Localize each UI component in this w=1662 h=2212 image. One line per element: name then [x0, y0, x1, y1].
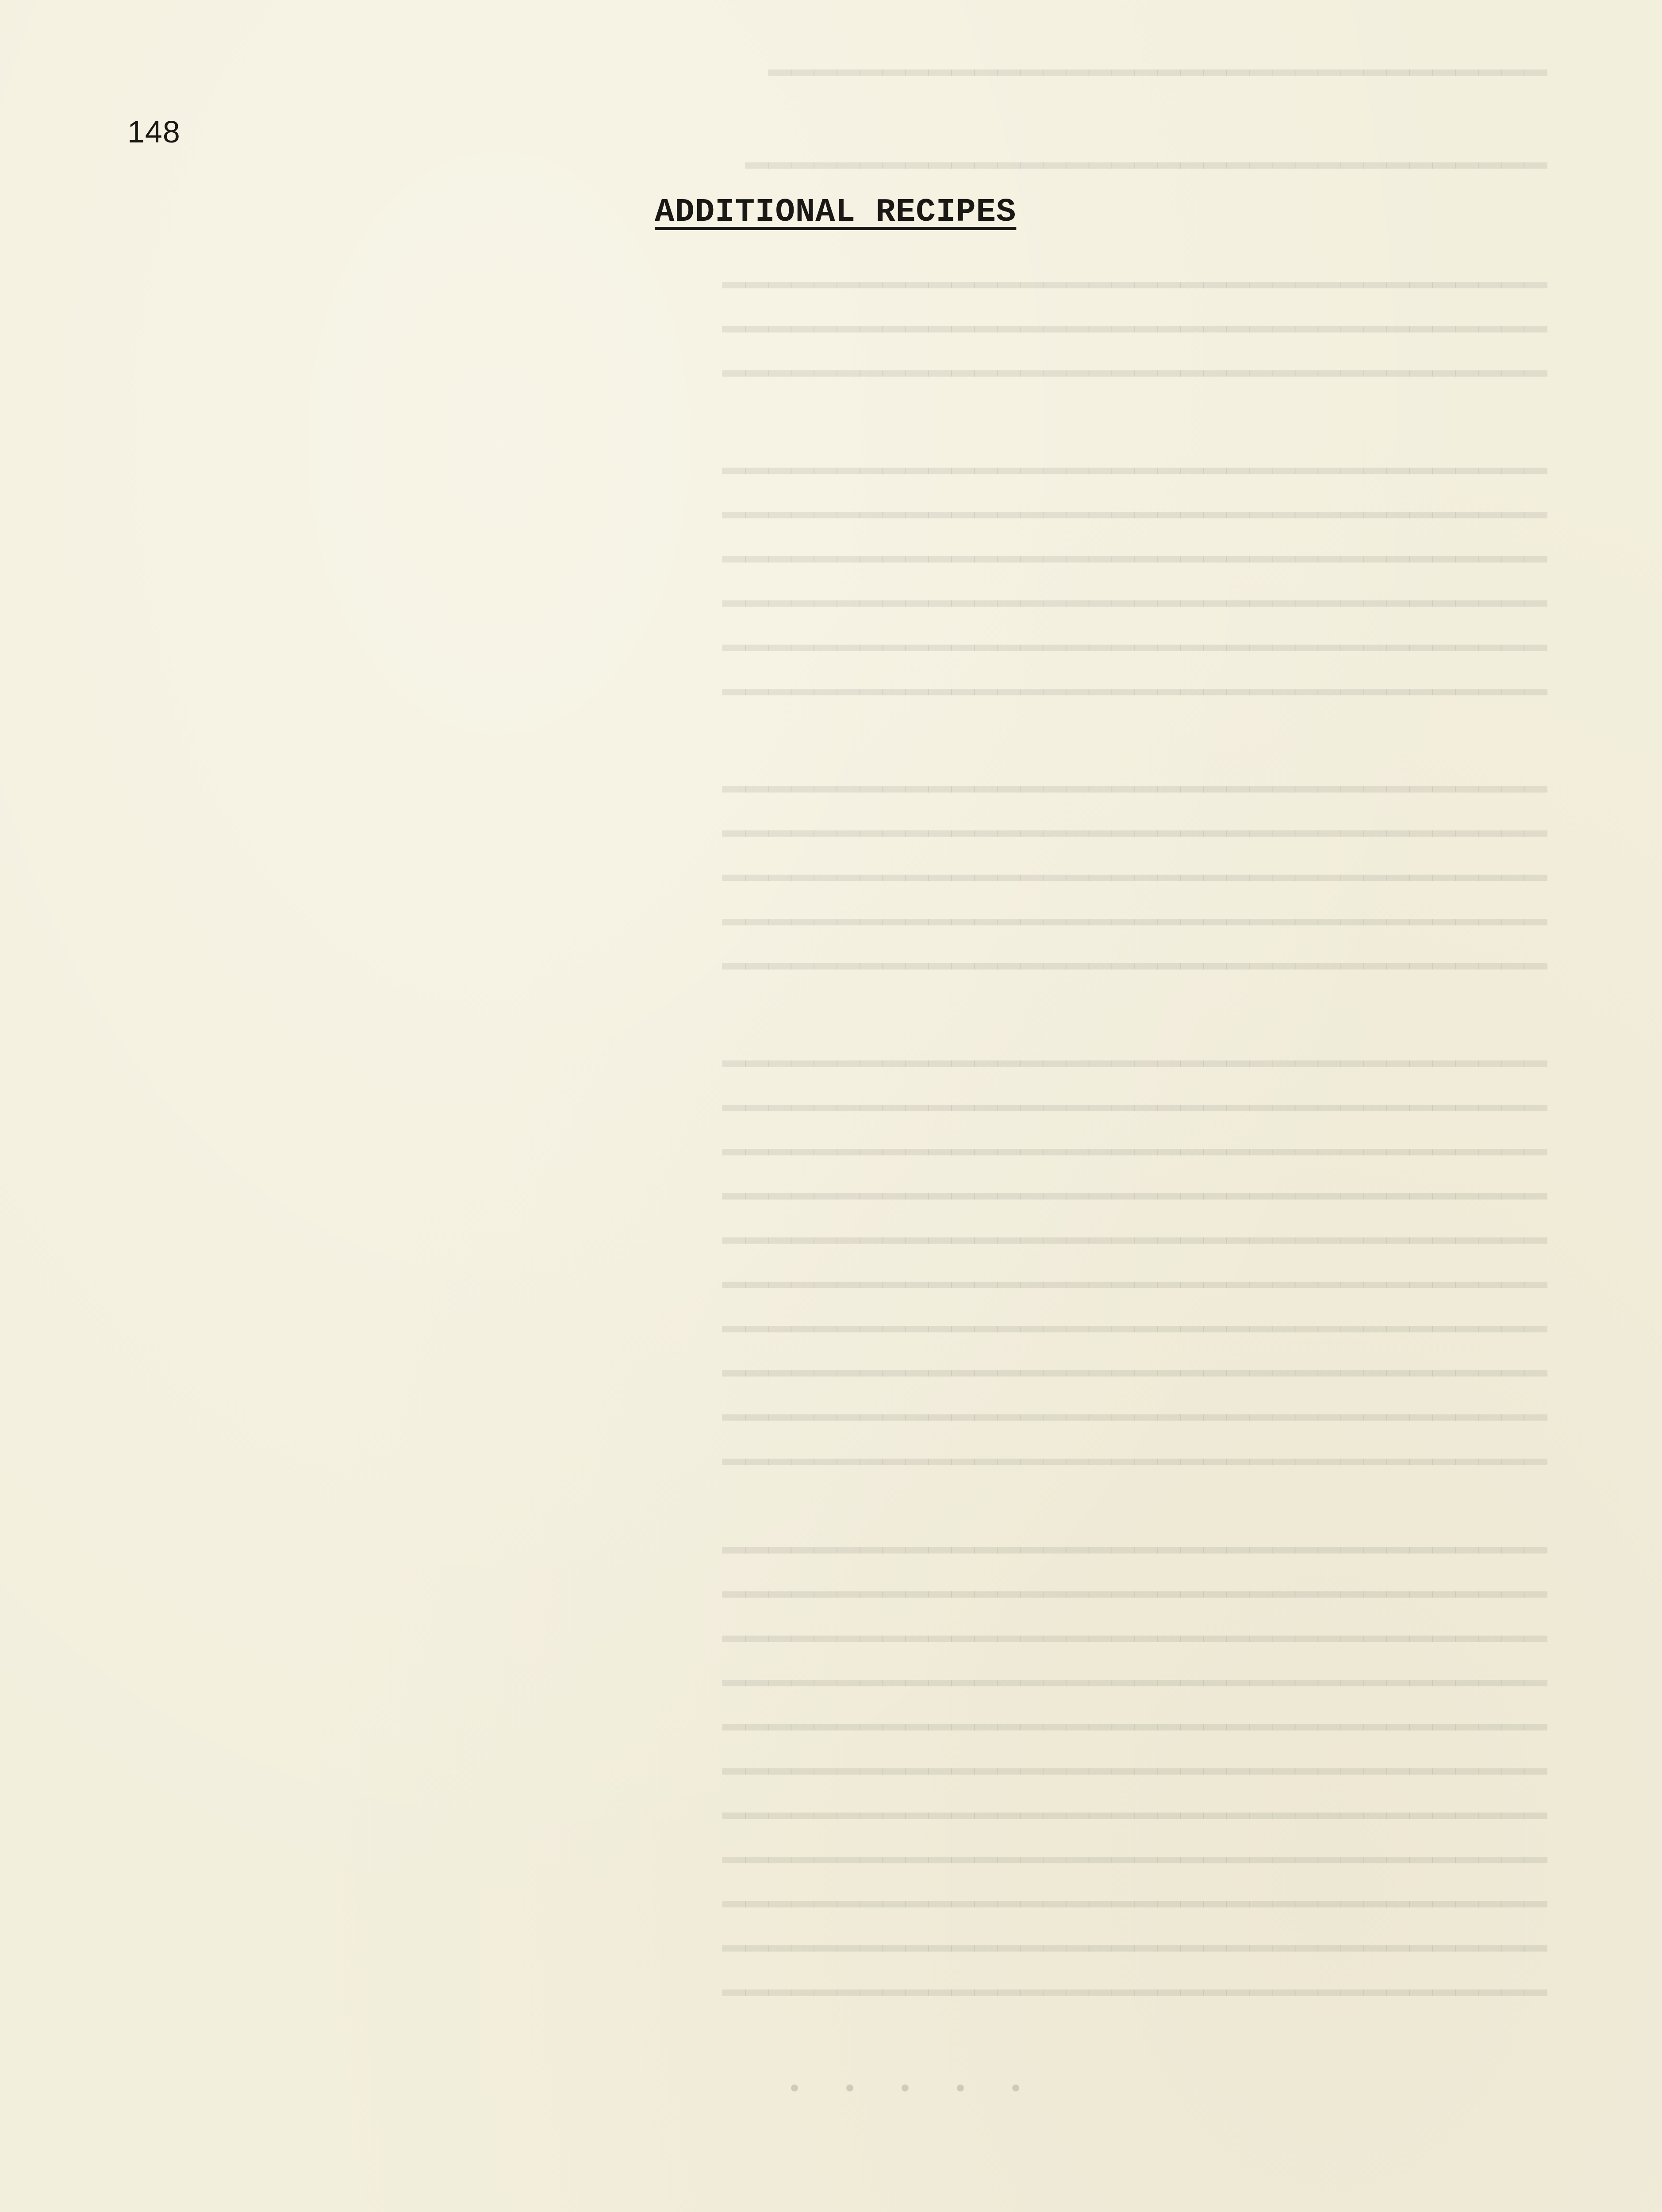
page-number: 148 [127, 115, 180, 149]
page-title: ADDITIONAL RECIPES [655, 194, 1017, 231]
footer-ornament: • • • • • [787, 2075, 1040, 2103]
show-through-from-reverse-page: ━━━━━━━━━━━━━━━━━━━━━━━━━━━━━━━━━━ ━━━━━━━━━━━━━━━━━━━━━━━━━━━━━━━━━━━ ━━━━━━━━━━━━━━━━━━━━━━━━━━━━━━━━━━━━ ━━━━━━━━━━━━━━━━━━━━━━━━━━━━━━━━━━━━ ━━━━━━━━━━━━━━━━━━━━━━━━━━━━━━━━━━━━ ━━━━━━━━━━━━━━━━━━━━━━━━━━━━━━━━━━━━ ━━━━━━━━━━━━━━━━━━━━━━━━━━━━━━━━━━━━ ━━━━━━━━━━━━━━━━━━━━━━━━━━━━━━━━━━━━ ━━━━━━━━━━━━━━━━━━━━━━━━━━━━━━━━━━━━ ━━━━━━━━━━━━━━━━━━━━━━━━━━━━━━━━━━━━ ━━━━━━━━━━━━━━━━━━━━━━━━━━━━━━━━━━━━ ━━━━━━━━━━━━━━━━━━━━━━━━━━━━━━━━━━━━ ━━━━━━━━━━━━━━━━━━━━━━━━━━━━━━━━━━━━ ━━━━━━━━━━━━━━━━━━━━━━━━━━━━━━━━━━━━ ━━━━━━━━━━━━━━━━━━━━━━━━━━━━━━━━━━━━ ━━━━━━━━━━━━━━━━━━━━━━━━━━━━━━━━━━━━ ━━━━━━━━━━━━━━━━━━━━━━━━━━━━━━━━━━━━ ━━━━━━━━━━━━━━━━━━━━━━━━━━━━━━━━━━━━ ━━━━━━━━━━━━━━━━━━━━━━━━━━━━━━━━━━━━ ━━━━━━━━━━━━━━━━━━━━━━━━━━━━━━━━━━━━ ━━━━━━━━━━━━━━━━━━━━━━━━━━━━━━━━━━━━ ━━━━━━━━━━━━━━━━━━━━━━━━━━━━━━━━━━━━ ━━━━━━━━━━━━━━━━━━━━━━━━━━━━━━━━━━━━ ━━━━━━━━━━━━━━━━━━━━━━━━━━━━━━━━━━━━ ━━━━━━━━━━━━━━━━━━━━━━━━━━━━━━━━━━━━ ━━━━━━━━━━━━━━━━━━━━━━━━━━━━━━━━━━━━ ━━━━━━━━━━━━━━━━━━━━━━━━━━━━━━━━━━━━ ━━━━━━━━━━━━━━━━━━━━━━━━━━━━━━━━━━━━ ━━━━━━━━━━━━━━━━━━━━━━━━━━━━━━━━━━━━ ━━━━━━━━━━━━━━━━━━━━━━━━━━━━━━━━━━━━ ━━━━━━━━━━━━━━━━━━━━━━━━━━━━━━━━━━━━ ━━━━━━━━━━━━━━━━━━━━━━━━━━━━━━━━━━━━ ━━━━━━━━━━━━━━━━━━━━━━━━━━━━━━━━━━━━ ━━━━━━━━━━━━━━━━━━━━━━━━━━━━━━━━━━━━ ━━━━━━━━━━━━━━━━━━━━━━━━━━━━━━━━━━━━ ━━━━━━━━━━━━━━━━━━━━━━━━━━━━━━━━━━━━ ━━━━━━━━━━━━━━━━━━━━━━━━━━━━━━━━━━━━ [722, 54, 1547, 2017]
